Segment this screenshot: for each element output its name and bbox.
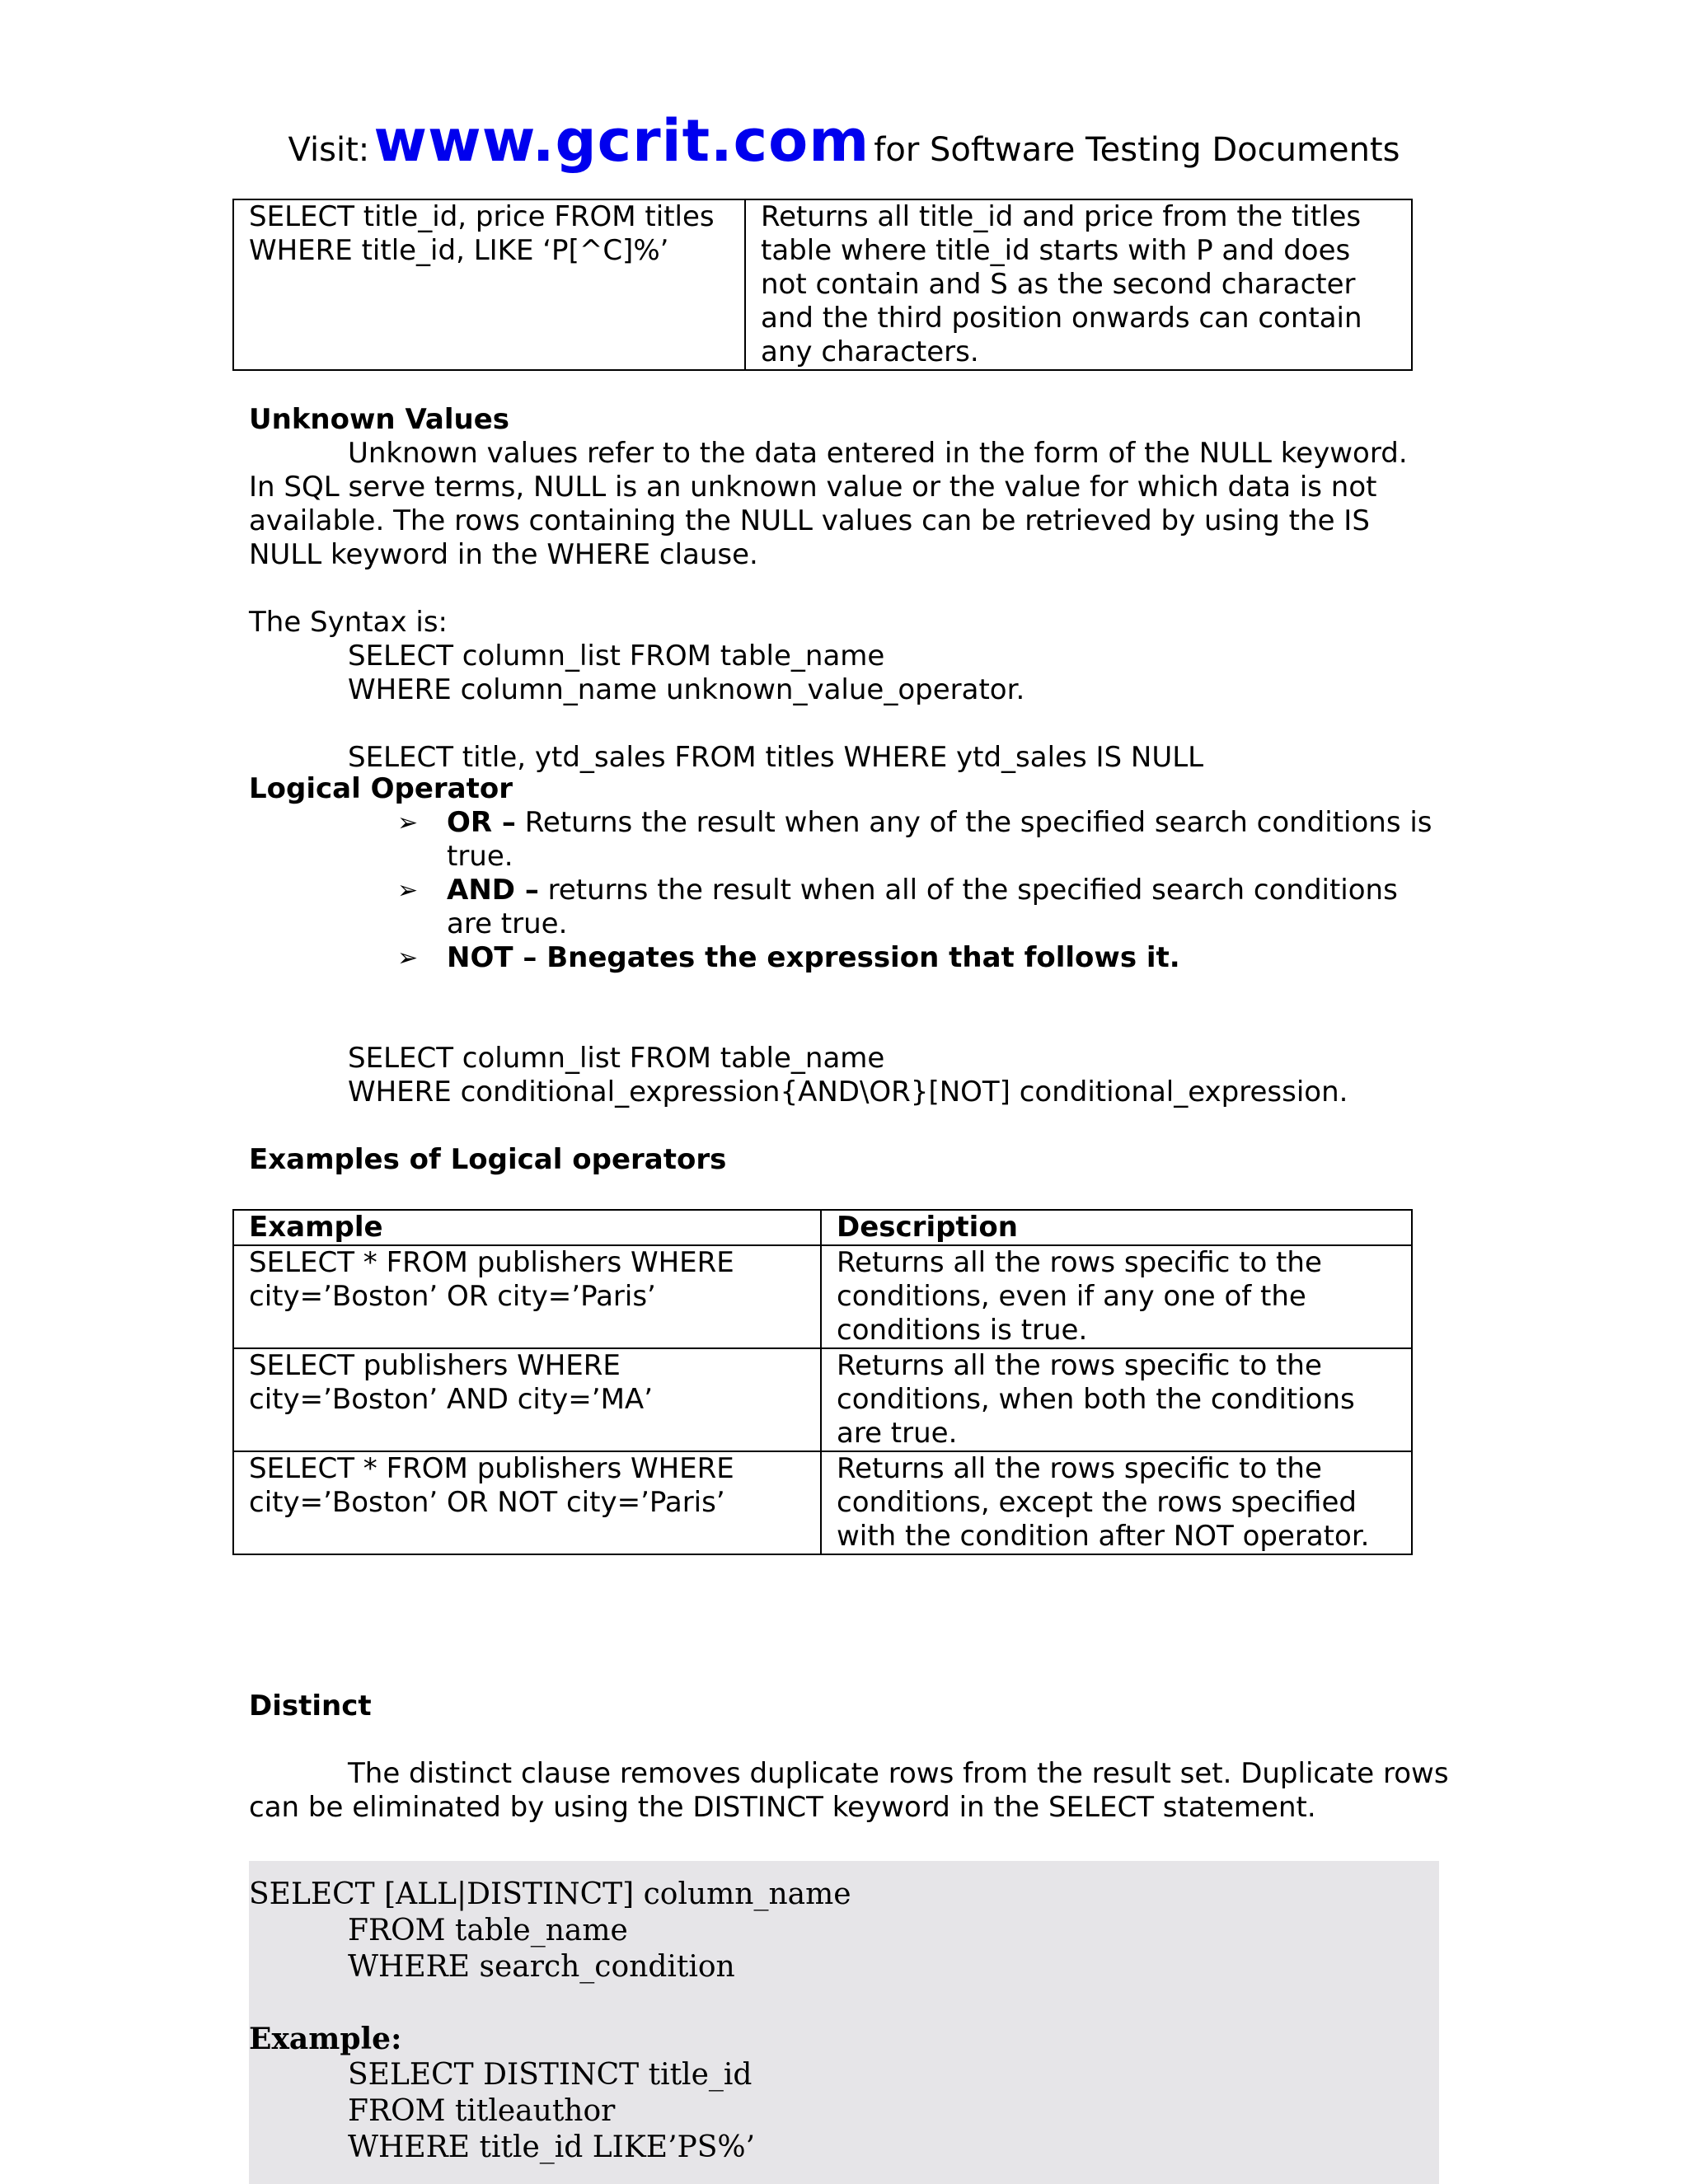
example-label: Example: [249, 2022, 402, 2056]
bullet-term: OR – [447, 806, 516, 839]
paragraph-line: The distinct clause removes duplicate rows from the result set. Duplicate rows [348, 1757, 1449, 1790]
paragraph-line: NULL keyword in the WHERE clause. [249, 538, 758, 571]
unknown-values-heading: Unknown Values [249, 403, 509, 436]
cell-line: conditions is true. [837, 1314, 1088, 1347]
cell-line: SELECT publishers WHERE [249, 1349, 621, 1382]
header-suffix: for Software Testing Documents [874, 131, 1400, 169]
description-line: Returns all title_id and price from the titles [761, 200, 1362, 233]
description-line: any characters. [761, 335, 979, 368]
page-header [0, 107, 1688, 175]
cell-line: SELECT * FROM publishers WHERE [249, 1246, 734, 1279]
example-cell [233, 1348, 821, 1451]
paragraph-line: available. The rows containing the NULL values can be retrieved by using the IS [249, 504, 1370, 537]
logical-operators-table [232, 1209, 1413, 1555]
syntax-line: SELECT column_list FROM table_name [348, 1042, 885, 1075]
cell-line: with the condition after NOT operator. [837, 1520, 1370, 1553]
description-cell [821, 1348, 1412, 1451]
code-sample-box [249, 1861, 1439, 2184]
paragraph-line: can be eliminated by using the DISTINCT keyword in the SELECT statement. [249, 1791, 1316, 1824]
cell-line: city=’Boston’ OR NOT city=’Paris’ [249, 1486, 725, 1519]
column-header-example: Example [233, 1210, 821, 1245]
example-cell [233, 1451, 821, 1554]
description-line: table where title_id starts with P and does [761, 234, 1351, 267]
query-line: SELECT title_id, price FROM titles [249, 200, 715, 233]
arrow-bullet-icon: ➢ [397, 876, 419, 905]
bullet-term: NOT – Bnegates the expression that follows it. [447, 941, 1180, 974]
code-line: SELECT DISTINCT title_id [348, 2058, 753, 2092]
bullet-term: AND – [447, 874, 539, 907]
bullet-text: returns the result when all of the specified search conditions [538, 874, 1398, 907]
header-prefix: Visit: [288, 131, 370, 169]
description-cell [821, 1451, 1412, 1554]
paragraph-line: Unknown values refer to the data entered in the form of the NULL keyword. [348, 437, 1408, 470]
description-cell [821, 1245, 1412, 1348]
cell-line: SELECT * FROM publishers WHERE [249, 1452, 734, 1485]
table-row [233, 1245, 1412, 1348]
example-cell [233, 1245, 821, 1348]
cell-line: Returns all the rows specific to the [837, 1349, 1322, 1382]
code-line: FROM titleauthor [348, 2094, 616, 2128]
cell-line: Returns all the rows specific to the [837, 1452, 1322, 1485]
like-example-query-cell [233, 199, 745, 370]
distinct-heading: Distinct [249, 1690, 372, 1722]
table-header-row [233, 1210, 1412, 1245]
description-line: not contain and S as the second character [761, 268, 1356, 301]
paragraph-line: In SQL serve terms, NULL is an unknown value or the value for which data is not [249, 471, 1377, 504]
table-row [233, 1348, 1412, 1451]
cell-line: conditions, except the rows specified [837, 1486, 1357, 1519]
syntax-label: The Syntax is: [249, 606, 448, 639]
code-line: SELECT [ALL|DISTINCT] column_name [249, 1877, 851, 1911]
site-link[interactable]: www.gcrit.com [373, 107, 870, 175]
code-line: FROM table_name [348, 1914, 628, 1947]
bullet-text-continuation: true. [447, 840, 513, 873]
cell-line: conditions, when both the conditions [837, 1383, 1355, 1416]
query-line: WHERE title_id, LIKE ‘P[^C]%’ [249, 234, 669, 267]
cell-line: conditions, even if any one of the [837, 1280, 1306, 1313]
code-line: WHERE search_condition [348, 1950, 735, 1984]
like-example-description-cell [745, 199, 1412, 370]
code-line: WHERE title_id LIKE’PS%’ [348, 2130, 756, 2164]
bullet-text-continuation: are true. [447, 907, 568, 940]
examples-heading: Examples of Logical operators [249, 1143, 727, 1176]
like-example-table [232, 199, 1413, 371]
bullet-text: Returns the result when any of the specified search conditions is [515, 806, 1432, 839]
cell-line: Returns all the rows specific to the [837, 1246, 1322, 1279]
cell-line: city=’Boston’ AND city=’MA’ [249, 1383, 653, 1416]
logical-operator-heading: Logical Operator [249, 772, 513, 805]
syntax-line: WHERE conditional_expression{AND\OR}[NOT] conditional_expression. [348, 1076, 1348, 1108]
syntax-line: WHERE column_name unknown_value_operator. [348, 673, 1025, 706]
arrow-bullet-icon: ➢ [397, 808, 419, 837]
syntax-line: SELECT column_list FROM table_name [348, 640, 885, 673]
arrow-bullet-icon: ➢ [397, 944, 419, 972]
cell-line: city=’Boston’ OR city=’Paris’ [249, 1280, 656, 1313]
description-line: and the third position onwards can contain [761, 302, 1362, 335]
column-header-description: Description [821, 1210, 1412, 1245]
cell-line: are true. [837, 1417, 958, 1450]
table-row [233, 1451, 1412, 1554]
null-example-line: SELECT title, ytd_sales FROM titles WHERE ytd_sales IS NULL [348, 741, 1204, 774]
